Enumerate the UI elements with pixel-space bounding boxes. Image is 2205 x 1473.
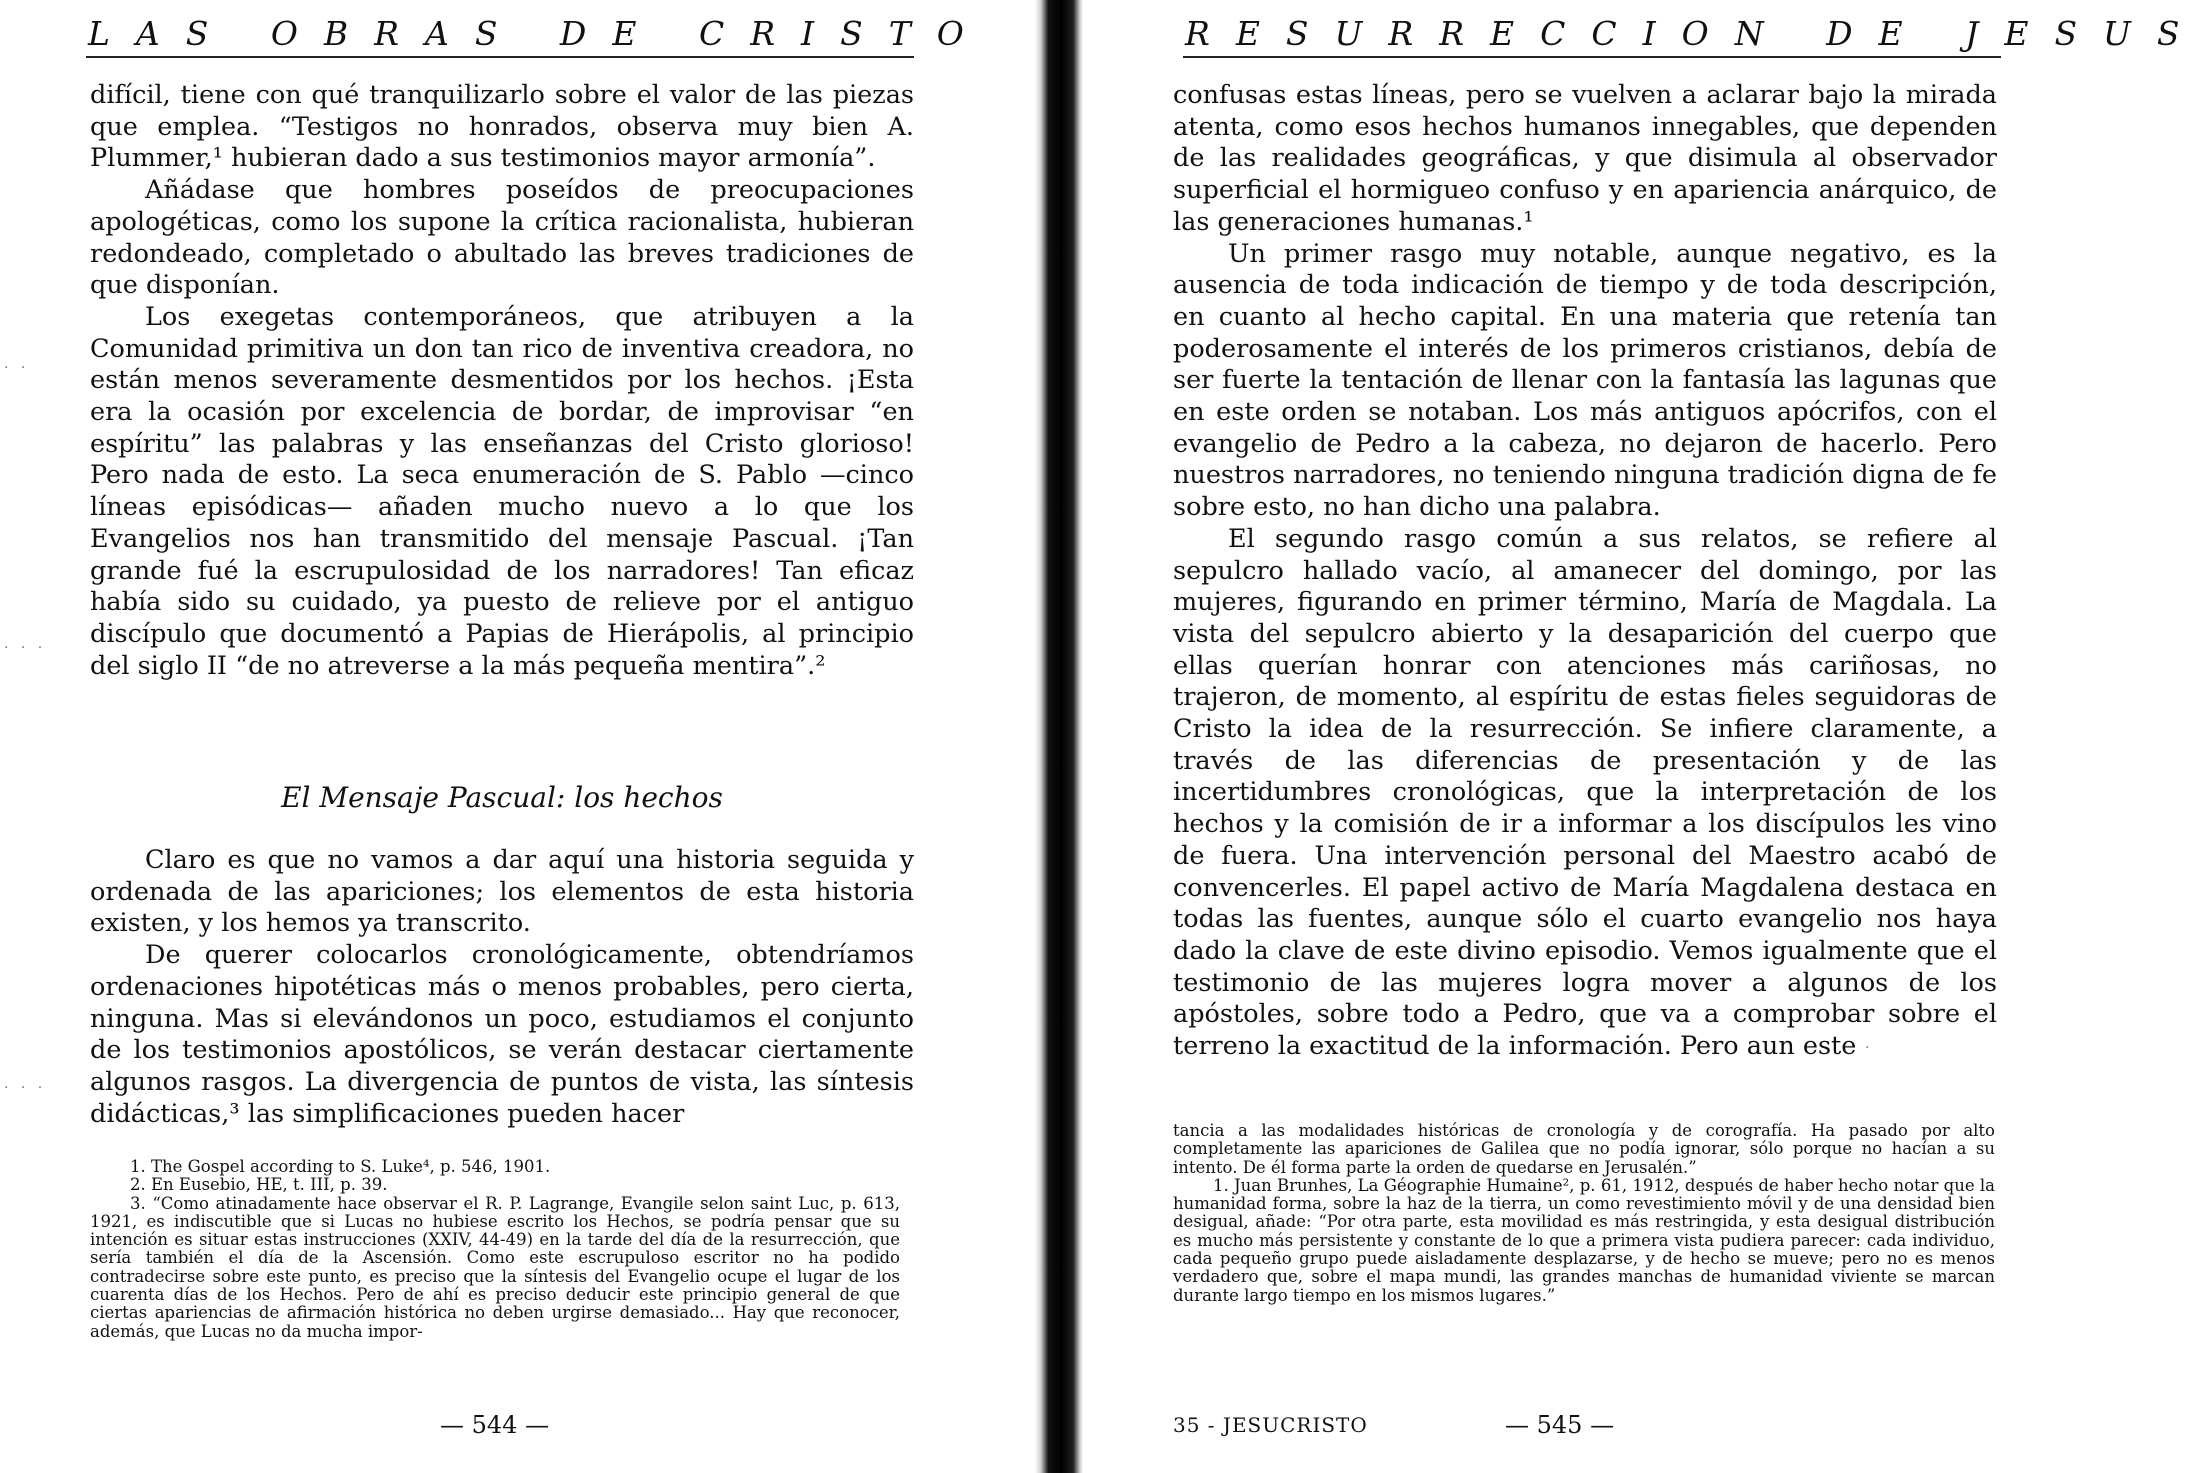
signature-mark: 35 - JESUCRISTO xyxy=(1173,1413,1368,1437)
paragraph: Un primer rasgo muy notable, aunque negativo, es la ausencia de toda indicación de tiempo y de toda descripción, en cuanto al hecho capital. En una materia que retenía tan poderosamente el interés de los primeros cristianos, debía de ser fuerte la tentación de llenar con la fantasía las lagunas que en este orden se notaban. Los más antiguos apócrifos, con el evangelio de Pedro a la cabeza, no dejaron de hacerlo. Pero nuestros narradores, no teniendo ninguna tradición digna de fe sobre esto, no han dicho una palabra. xyxy=(1173,238,1997,523)
body-text-right xyxy=(1173,80,1997,1063)
scan-specks: · · · xyxy=(4,640,47,656)
footnote: 3. “Como atinadamente hace observar el R. P. Lagrange, Evangile selon saint Luc, p. 613, 1921, es indiscutible que si Lucas no hubiese escrito los Hechos, se podría pensar que su intención es situar estas instrucciones (XXIV, 44-49) en la tarde del día de la resurrección, que sería también el día de la Ascensión. Como este escrupuloso escritor no ha podido contradecirse sobre este punto, es preciso que la síntesis del Evangelio ocupe el lugar de los cuarenta días de los Hechos. Pero de ahí es preciso deducir este principio general de que ciertas apariencias de afirmación histórica no deben urgirse demasiado... Hay que reconocer, además, que Lucas no da mucha impor- xyxy=(90,1193,900,1341)
right-page xyxy=(1105,0,2205,1473)
body-text-left xyxy=(90,80,914,682)
footnote: 1. The Gospel according to S. Luke⁴, p. 546, 1901. xyxy=(130,1157,551,1176)
paragraph: El segundo rasgo común a sus relatos, se refiere al sepulcro hallado vacío, al amanecer del domingo, por las mujeres, figurando en primer término, María de Magdala. La vista del sepulcro abierto y la desaparición del cuerpo que ellas querían honrar con atenciones más cariñosas, no trajeron, de momento, al espíritu de estas fieles seguidoras de Cristo la idea de la resurrección. Se infiere claramente, a través de las diferencias de presentación y de las incertidumbres cronológicas, que la interpretación de los hechos y la comisión de ir a informar a los discípulos les vino de fuera. Una intervención personal del Maestro acabó de convencerles. El papel activo de María Magdalena destaca en todas las fuentes, aunque sólo el cuarto evangelio nos haya dado la clave de este divino episodio. Vemos igualmente que el testimonio de las mujeres logra mover a algunos de los apóstoles, sobre todo a Pedro, que va a comprobar sobre el terreno la exactitud de la información. Pero aun este xyxy=(1173,523,1997,1062)
paragraph: De querer colocarlos cronológicamente, obtendríamos ordenaciones hipotéticas más o menos probables, pero cierta, ninguna. Mas si elevándonos un poco, estudiamos el conjunto de los testimonios apostólicos, se verán destacar ciertamente algunos rasgos. La divergencia de puntos de vista, las síntesis didácticas,³ las simplificaciones pueden hacer xyxy=(90,940,914,1129)
body-text-left-lower xyxy=(90,845,914,1130)
paragraph: Añádase que hombres poseídos de preocupaciones apologéticas, como los supone la crítica racionalista, hubieran redondeado, completado o abultado las breves tradiciones de que disponían. xyxy=(90,175,914,301)
footnote: 2. En Eusebio, HE, t. III, p. 39. xyxy=(130,1175,388,1195)
book-gutter xyxy=(1035,0,1083,1473)
running-head-right: RESURRECCION DE JESUS xyxy=(1185,14,2205,53)
paragraph: Claro es que no vamos a dar aquí una historia seguida y ordenada de las apariciones; los elementos de esta historia existen, y los hemos ya transcrito. xyxy=(90,845,914,939)
page-number-left: — 544 — xyxy=(440,1411,550,1439)
scan-specks: · · xyxy=(4,360,30,376)
scan-specks: · · · xyxy=(4,1080,47,1096)
header-rule-left xyxy=(86,56,914,58)
paragraph: confusas estas líneas, pero se vuelven a aclarar bajo la mirada atenta, como esos hechos humanos innegables, que dependen de las realidades geográficas, y que disimula al observador superficial el hormigueo confuso y en apariencia anárquico, de las generaciones humanas.¹ xyxy=(1173,80,1997,237)
footnote: tancia a las modalidades históricas de cronología y de corografía. Ha pasado por alto completamente las apariciones de Galilea que no podía ignorar, sólo porque no hacían a su intento. De él forma parte la orden de quedarse en Jerusalén.” xyxy=(1173,1121,1995,1177)
left-page xyxy=(0,0,1030,1473)
running-head-left: LAS OBRAS DE CRISTO xyxy=(88,14,990,53)
footnotes-right xyxy=(1173,1122,1995,1305)
page-number-right: — 545 — xyxy=(1505,1411,1615,1439)
footnotes-left xyxy=(90,1158,900,1341)
header-rule-right xyxy=(1183,56,2001,58)
section-heading: El Mensaje Pascual: los hechos xyxy=(281,781,723,814)
scan-specks: · xyxy=(1865,1040,1874,1056)
footnote: 1. Juan Brunhes, La Géographie Humaine², p. 61, 1912, después de haber hecho notar que la humanidad forma, sobre la haz de la tierra, un como revestimiento móvil y de una densidad bien desigual, añade: “Por otra parte, esta movilidad es más restringida, y esta desigual distribución es mucho más persistente y constante de lo que a primera vista pudiera parecer: cada individuo, cada pequeño grupo puede aisladamente desplazarse, y de hecho se mueve; pero no es menos verdadero que, sobre el mapa mundi, las grandes manchas de humanidad viviente se marcan durante largo tiempo en los mismos lugares.” xyxy=(1173,1175,1995,1305)
paragraph: Los exegetas contemporáneos, que atribuyen a la Comunidad primitiva un don tan rico de inventiva creadora, no están menos severamente desmentidos por los hechos. ¡Esta era la ocasión por excelencia de bordar, de improvisar “en espíritu” las palabras y las enseñanzas del Cristo glorioso! Pero nada de esto. La seca enumeración de S. Pablo —cinco líneas episódicas— añaden mucho nuevo a lo que los Evangelios nos han transmitido del mensaje Pascual. ¡Tan grande fué la escrupulosidad de los narradores! Tan eficaz había sido su cuidado, ya puesto de relieve por el antiguo discípulo que documentó a Papias de Hierápolis, al principio del siglo II “de no atreverse a la más pequeña mentira”.² xyxy=(90,301,914,681)
paragraph: difícil, tiene con qué tranquilizarlo sobre el valor de las piezas que emplea. “Testigos no honrados, observa muy bien A. Plummer,¹ hubieran dado a sus testimonios mayor armonía”. xyxy=(90,80,914,174)
